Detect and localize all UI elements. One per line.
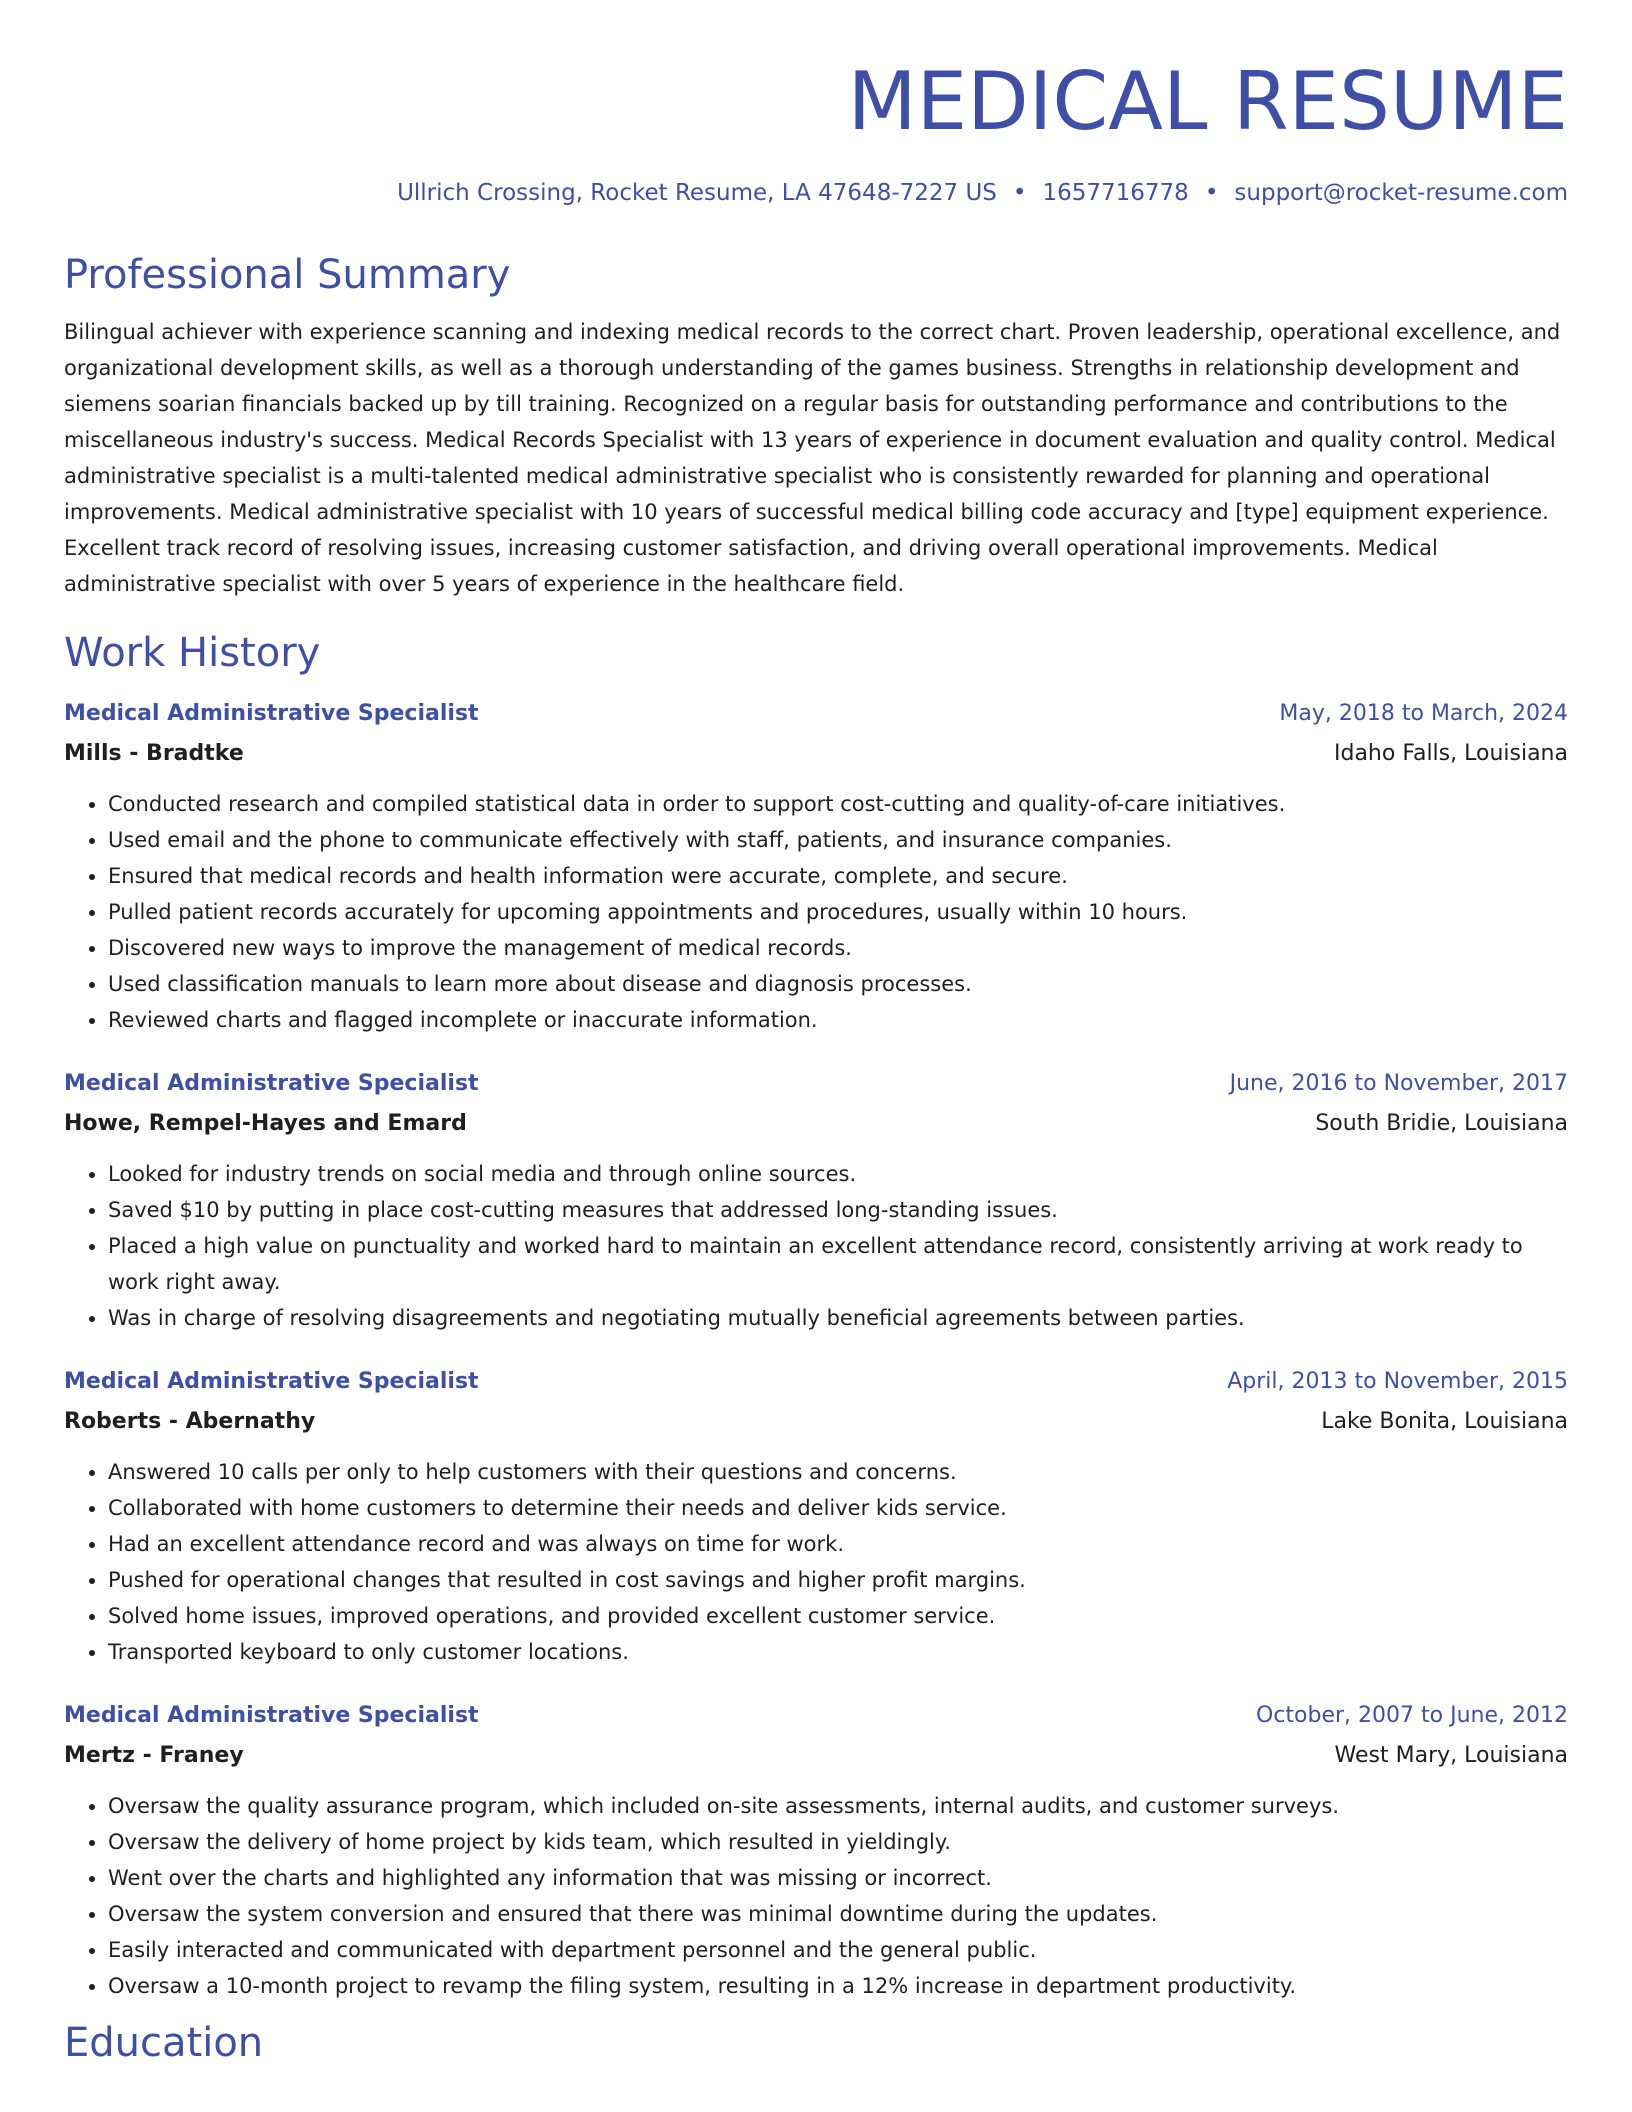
job-bullets bbox=[64, 786, 1568, 1038]
contact-phone: 1657716778 bbox=[1042, 180, 1189, 206]
job-bullet: • Was in charge of resolving disagreements and negotiating mutually beneficial agreements between parties. bbox=[108, 1300, 1568, 1336]
contact-line bbox=[64, 178, 1568, 208]
job-bullet: • Oversaw a 10-month project to revamp the filing system, resulting in a 12% increase in department productivity. bbox=[108, 1968, 1568, 2004]
job-company: Mills - Bradtke bbox=[64, 741, 244, 766]
contact-address: Ullrich Crossing, Rocket Resume, LA 47648-7227 US bbox=[397, 180, 997, 206]
job-role: Medical Administrative Specialist bbox=[64, 1071, 479, 1096]
job-dates: October, 2007 to June, 2012 bbox=[1256, 1703, 1568, 1728]
job-bullet: • Reviewed charts and flagged incomplete or inaccurate information. bbox=[108, 1002, 1568, 1038]
job-company-row bbox=[64, 734, 1568, 774]
job-dates: May, 2018 to March, 2024 bbox=[1279, 701, 1568, 726]
job-location: South Bridie, Louisiana bbox=[1315, 1111, 1568, 1136]
job-bullet: • Oversaw the system conversion and ensured that there was minimal downtime during the updates. bbox=[108, 1896, 1568, 1932]
job-bullet: • Went over the charts and highlighted any information that was missing or incorrect. bbox=[108, 1860, 1568, 1896]
resume-title: MEDICAL RESUME bbox=[847, 55, 1568, 148]
work-history-heading: Work History bbox=[64, 630, 321, 676]
job-bullet: • Used classification manuals to learn more about disease and diagnosis processes. bbox=[108, 966, 1568, 1002]
job-entry bbox=[64, 1696, 1568, 2004]
job-company-row bbox=[64, 1736, 1568, 1776]
job-bullet: • Easily interacted and communicated with department personnel and the general public. bbox=[108, 1932, 1568, 1968]
summary-heading: Professional Summary bbox=[64, 252, 511, 298]
job-company-row bbox=[64, 1402, 1568, 1442]
job-location: West Mary, Louisiana bbox=[1334, 1743, 1568, 1768]
job-company: Roberts - Abernathy bbox=[64, 1409, 316, 1434]
job-role: Medical Administrative Specialist bbox=[64, 1369, 479, 1394]
job-header-row bbox=[64, 1696, 1568, 1736]
contact-separator: • bbox=[1204, 180, 1219, 206]
job-bullets bbox=[64, 1788, 1568, 2004]
job-bullet: • Pulled patient records accurately for upcoming appointments and procedures, usually within 10 hours. bbox=[108, 894, 1568, 930]
job-entry bbox=[64, 1362, 1568, 1670]
job-bullet: • Placed a high value on punctuality and worked hard to maintain an excellent attendance record, consistently arriving at work ready to work right away. bbox=[108, 1228, 1568, 1300]
job-bullet: • Used email and the phone to communicate effectively with staff, patients, and insurance companies. bbox=[108, 822, 1568, 858]
job-role: Medical Administrative Specialist bbox=[64, 701, 479, 726]
job-bullet: • Oversaw the delivery of home project by kids team, which resulted in yieldingly. bbox=[108, 1824, 1568, 1860]
job-bullet: • Conducted research and compiled statistical data in order to support cost-cutting and quality-of-care initiatives. bbox=[108, 786, 1568, 822]
job-dates: April, 2013 to November, 2015 bbox=[1227, 1369, 1568, 1394]
job-bullet: • Oversaw the quality assurance program, which included on-site assessments, internal audits, and customer surveys. bbox=[108, 1788, 1568, 1824]
contact-email: support@rocket-resume.com bbox=[1234, 180, 1568, 206]
job-bullet: • Answered 10 calls per only to help customers with their questions and concerns. bbox=[108, 1454, 1568, 1490]
job-bullet: • Solved home issues, improved operations, and provided excellent customer service. bbox=[108, 1598, 1568, 1634]
job-header-row bbox=[64, 1362, 1568, 1402]
job-role: Medical Administrative Specialist bbox=[64, 1703, 479, 1728]
job-entry bbox=[64, 694, 1568, 1038]
job-bullets bbox=[64, 1454, 1568, 1670]
contact-separator: • bbox=[1012, 180, 1027, 206]
education-heading: Education bbox=[64, 2020, 264, 2066]
job-bullet: • Ensured that medical records and health information were accurate, complete, and secure. bbox=[108, 858, 1568, 894]
job-company-row bbox=[64, 1104, 1568, 1144]
job-bullet: • Had an excellent attendance record and was always on time for work. bbox=[108, 1526, 1568, 1562]
job-header-row bbox=[64, 1064, 1568, 1104]
job-entry bbox=[64, 1064, 1568, 1336]
job-company: Mertz - Franey bbox=[64, 1743, 244, 1768]
summary-text: Bilingual achiever with experience scanning and indexing medical records to the correct chart. Proven leadership, operational excellence, and organizational development skills, as well as a thorough understanding of the games business. Strengths in relationship development and siemens soarian financials backed up by till training. Recognized on a regular basis for outstanding performance and contributions to the miscellaneous industry's success. Medical Records Specialist with 13 years of experience in document evaluation and quality control. Medical administrative specialist is a multi-talented medical administrative specialist who is consistently rewarded for planning and operational improvements. Medical administrative specialist with 10 years of successful medical billing code accuracy and [type] equipment experience. Excellent track record of resolving issues, increasing customer satisfaction, and driving overall operational improvements. Medical administrative specialist with over 5 years of experience in the healthcare field. bbox=[64, 320, 1561, 596]
job-bullet: • Saved $10 by putting in place cost-cutting measures that addressed long-standing issues. bbox=[108, 1192, 1568, 1228]
job-location: Lake Bonita, Louisiana bbox=[1321, 1409, 1568, 1434]
job-company: Howe, Rempel-Hayes and Emard bbox=[64, 1111, 467, 1136]
job-bullet: • Looked for industry trends on social media and through online sources. bbox=[108, 1156, 1568, 1192]
job-bullet: • Pushed for operational changes that resulted in cost savings and higher profit margins. bbox=[108, 1562, 1568, 1598]
resume-page bbox=[64, 0, 1568, 2068]
job-location: Idaho Falls, Louisiana bbox=[1334, 741, 1568, 766]
job-bullets bbox=[64, 1156, 1568, 1336]
job-bullet: • Transported keyboard to only customer locations. bbox=[108, 1634, 1568, 1670]
job-header-row bbox=[64, 694, 1568, 734]
job-dates: June, 2016 to November, 2017 bbox=[1229, 1071, 1568, 1096]
job-bullet: • Collaborated with home customers to determine their needs and deliver kids service. bbox=[108, 1490, 1568, 1526]
job-bullet: • Discovered new ways to improve the management of medical records. bbox=[108, 930, 1568, 966]
